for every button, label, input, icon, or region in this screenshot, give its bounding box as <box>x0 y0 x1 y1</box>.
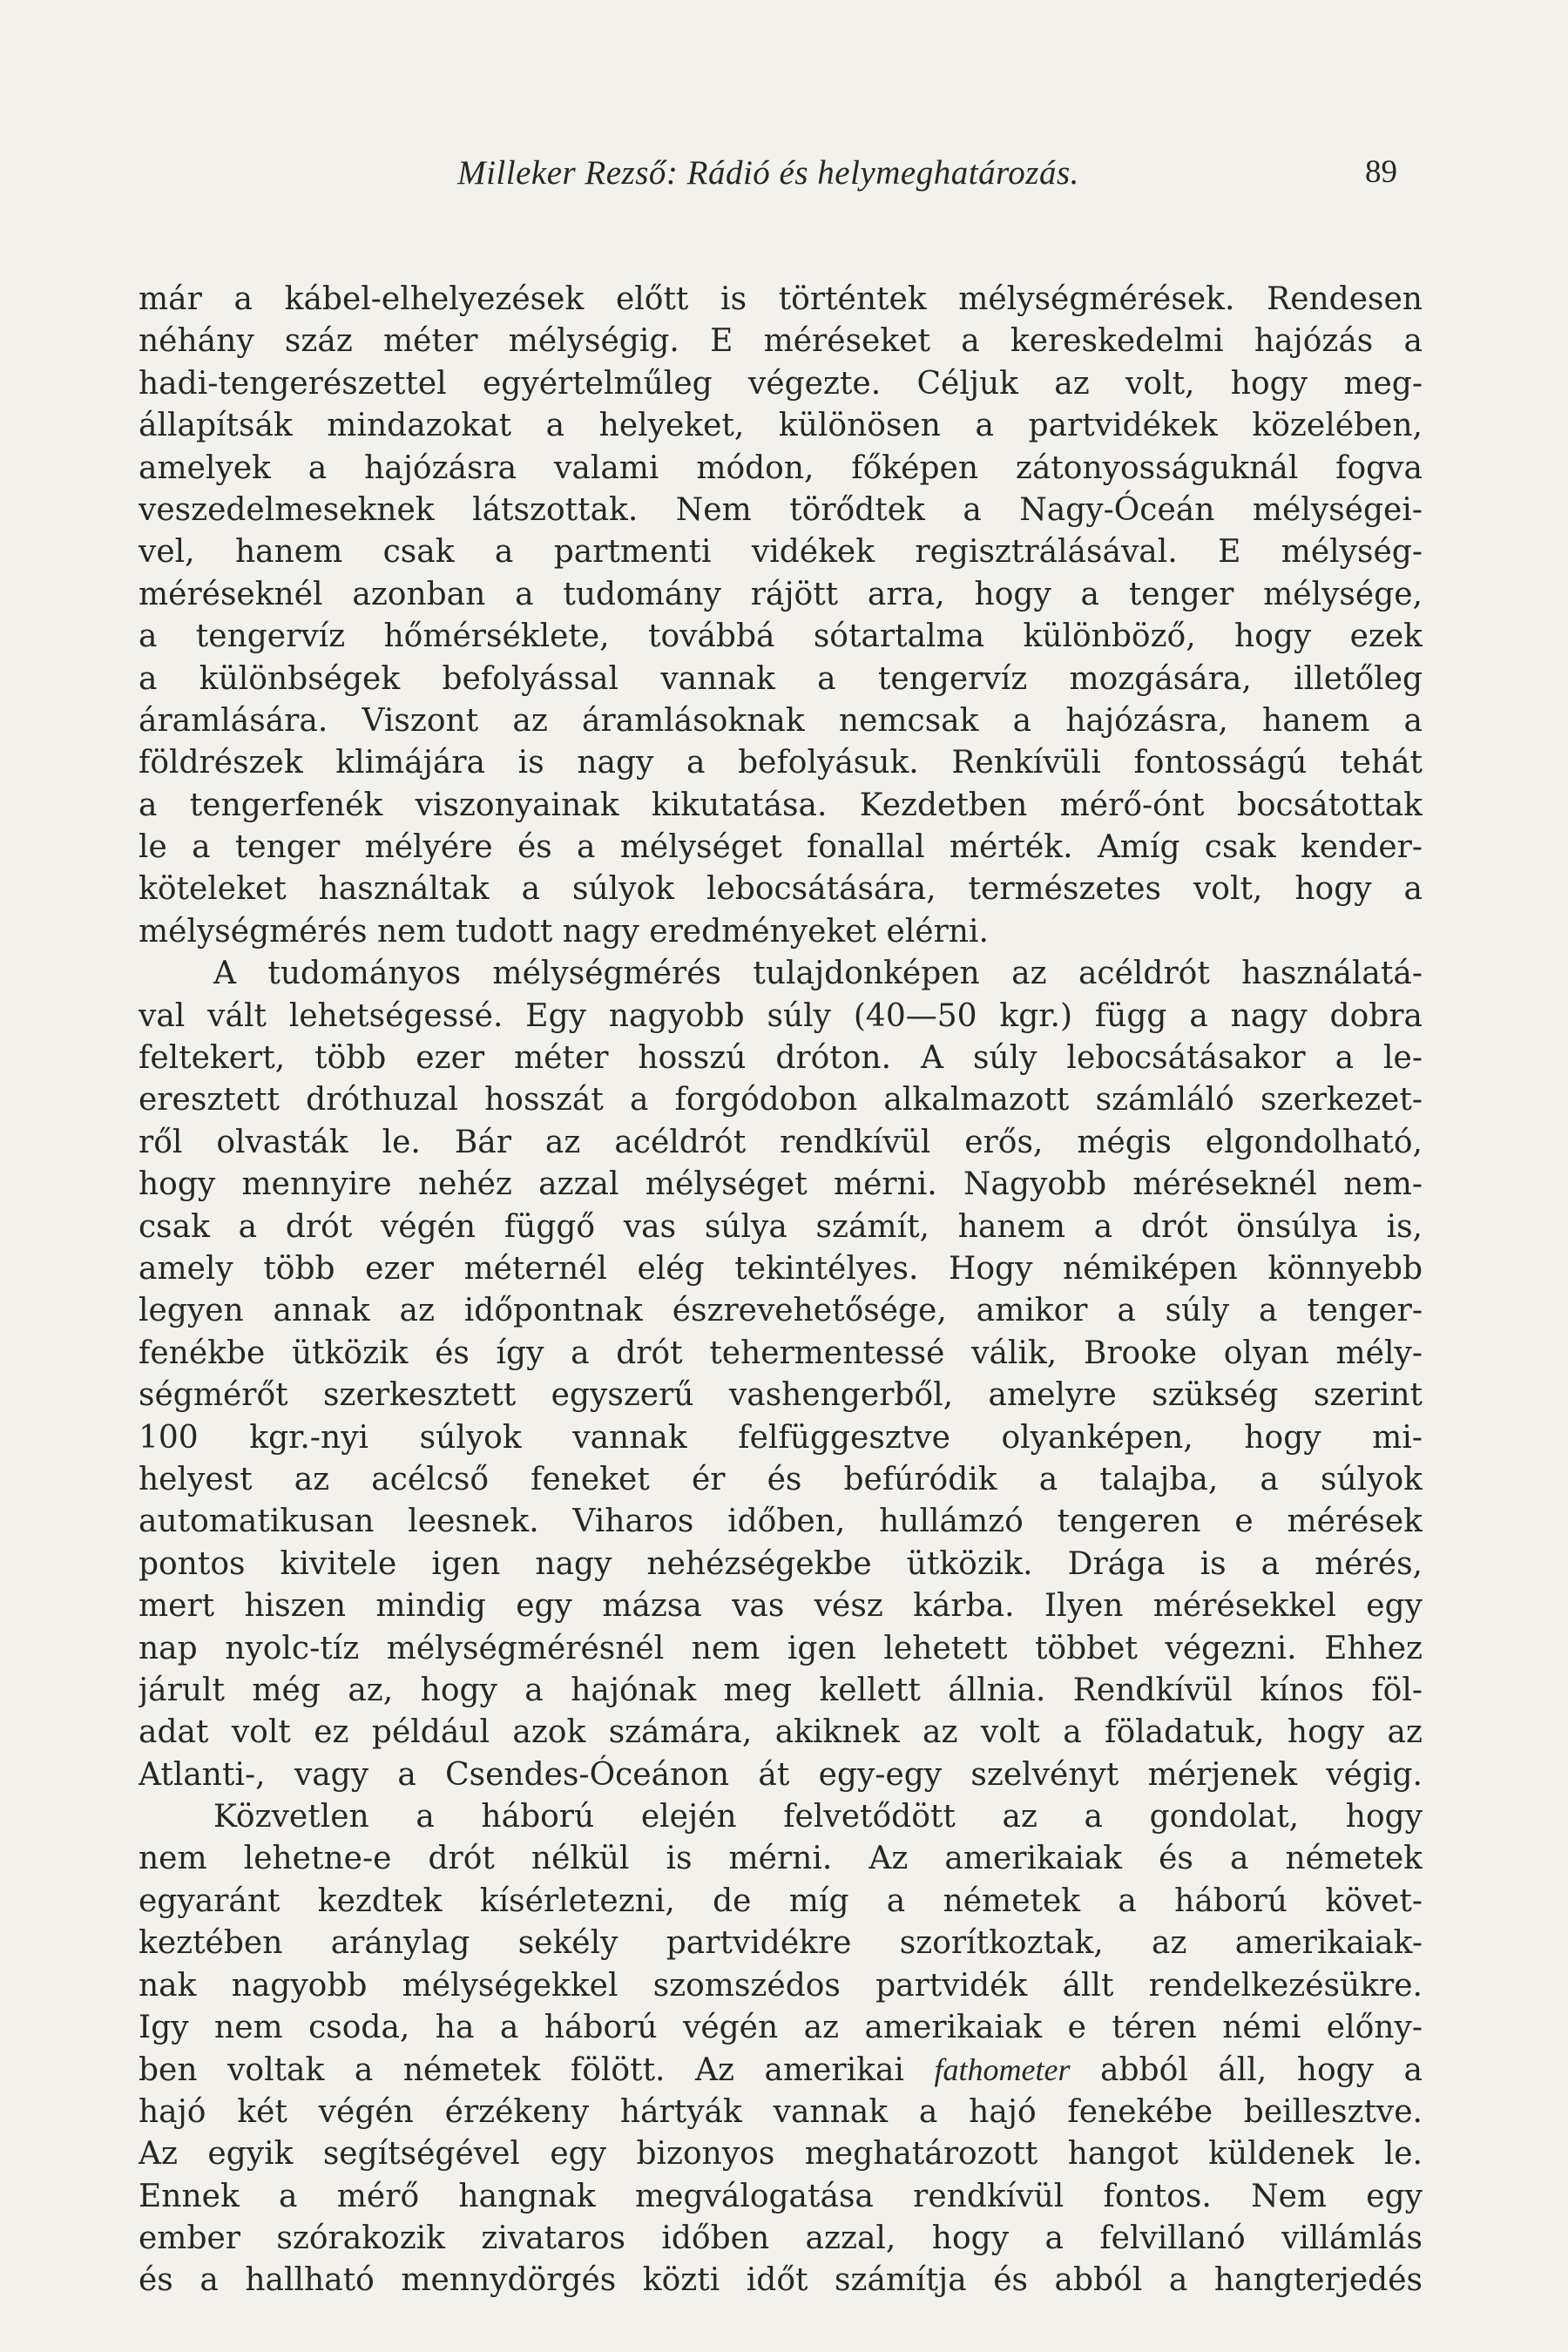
text-line: már a kábel-elhelyezések előtt is történtek mélységmérések. Rendesen <box>139 281 1423 317</box>
text-segment: abból áll, hogy a <box>1100 2052 1423 2089</box>
text-line: mert hiszen mindig egy mázsa vas vész kárba. Ilyen mérésekkel egy <box>139 1588 1423 1625</box>
text-line: feltekert, több ezer méter hosszú dróton. A súly lebocsátásakor a le- <box>139 1040 1423 1077</box>
text-line-with-italic <box>139 2049 1423 2091</box>
text-line: Ennek a mérő hangnak megválogatása rendkívül fontos. Nem egy <box>139 2178 1423 2214</box>
text-line: 100 kgr.-nyi súlyok vannak felfüggesztve olyanképen, hogy mi- <box>139 1419 1423 1456</box>
text-line: köteleket használtak a súlyok lebocsátására, természetes volt, hogy a <box>139 871 1423 908</box>
text-line: hajó két végén érzékeny hártyák vannak a hajó fenekébe beillesztve. <box>139 2093 1423 2130</box>
text-line: keztében aránylag sekély partvidékre szorítkoztak, az amerikaiak- <box>139 1925 1423 1962</box>
text-line: vel, hanem csak a partmenti vidékek regisztrálásával. E mélység- <box>139 534 1423 571</box>
text-line: nap nyolc-tíz mélységmérésnél nem igen lehetett többet végezni. Ehhez <box>139 1630 1423 1666</box>
text-line: ségmérőt szerkesztett egyszerű vashengerből, amelyre szükség szerint <box>139 1377 1423 1414</box>
text-line: néhány száz méter mélységig. E méréseket a kereskedelmi hajózás a <box>139 323 1423 360</box>
text-line: ember szórakozik zivataros időben azzal, hogy a felvillanó villámlás <box>139 2220 1423 2256</box>
text-line: járult még az, hogy a hajónak meg kellett állnia. Rendkívül kínos föl- <box>139 1672 1423 1708</box>
text-line: állapítsák mindazokat a helyeket, különösen a partvidékek közelében, <box>139 408 1423 444</box>
text-line: le a tenger mélyére és a mélységet fonallal mérték. Amíg csak kender- <box>139 829 1423 866</box>
text-line: egyaránt kezdtek kísérletezni, de míg a németek a háború követ- <box>139 1882 1423 1919</box>
text-line: pontos kivitele igen nagy nehézségekbe ütközik. Drága is a mérés, <box>139 1545 1423 1582</box>
text-line: nem lehetne-e drót nélkül is mérni. Az amerikaiak és a németek <box>139 1841 1423 1877</box>
text-line: Az egyik segítségével egy bizonyos meghatározott hangot küldenek le. <box>139 2136 1423 2173</box>
text-line: automatikusan leesnek. Viharos időben, hullámzó tengeren e mérések <box>139 1504 1423 1540</box>
text-line: helyest az acélcső feneket ér és befúródik a talajba, a súlyok <box>139 1461 1423 1497</box>
text-line: nak nagyobb mélységekkel szomszédos partvidék állt rendelkezésükre. <box>139 1967 1423 2004</box>
text-line: mélységmérés nem tudott nagy eredményeket elérni. <box>139 913 989 950</box>
text-line: a különbségek befolyással vannak a tengervíz mozgására, illetőleg <box>139 660 1423 697</box>
text-line: veszedelmeseknek látszottak. Nem törődtek a Nagy-Óceán mélységei- <box>139 491 1423 528</box>
page-number: 89 <box>1365 154 1397 190</box>
text-line: csak a drót végén függő vas súlya számít, hanem a drót önsúlya is, <box>139 1208 1423 1245</box>
text-line: val vált lehetségessé. Egy nagyobb súly (40—50 kgr.) függ a nagy dobra <box>139 997 1423 1034</box>
text-line: méréseknél azonban a tudomány rájött arra, hogy a tenger mélysége, <box>139 576 1423 612</box>
text-line: és a hallható mennydörgés közti időt számítja és abból a hangterjedés <box>139 2262 1423 2299</box>
running-head <box>139 153 1397 206</box>
text-segment: ben voltak a németek fölött. Az amerikai <box>139 2052 904 2089</box>
text-line: hadi-tengerészettel egyértelműleg végezte. Céljuk az volt, hogy meg- <box>139 365 1423 402</box>
text-line: adat volt ez például azok számára, akiknek az volt a föladatuk, hogy az <box>139 1714 1423 1751</box>
text-line: fenékbe ütközik és így a drót tehermentessé válik, Brooke olyan mély- <box>139 1335 1423 1371</box>
text-line: legyen annak az időpontnak észrevehetősége, amikor a súly a tenger- <box>139 1293 1423 1329</box>
text-line: földrészek klimájára is nagy a befolyásuk. Renkívüli fontosságú tehát <box>139 745 1423 781</box>
text-line: hogy mennyire nehéz azzal mélységet mérni. Nagyobb méréseknél nem- <box>139 1166 1423 1203</box>
running-title: Milleker Rezső: Rádió és helymeghatározás. <box>457 154 1079 192</box>
text-line: Közvetlen a háború elején felvetődött az a gondolat, hogy <box>213 1799 1423 1835</box>
text-line: amelyek a hajózásra valami módon, főképen zátonyosságuknál fogva <box>139 449 1423 486</box>
text-line: ről olvasták le. Bár az acéldrót rendkívül erős, mégis elgondolható, <box>139 1124 1423 1160</box>
text-line: Igy nem csoda, ha a háború végén az amerikaiak e téren némi előny- <box>139 2010 1423 2046</box>
text-line: eresztett dróthuzal hosszát a forgódobon alkalmazott számláló szerkezet- <box>139 1082 1423 1119</box>
text-line: a tengervíz hőmérséklete, továbbá sótartalma különböző, hogy ezek <box>139 618 1423 655</box>
text-line: a tengerfenék viszonyainak kikutatása. Kezdetben mérő-ónt bocsátottak <box>139 787 1423 823</box>
text-line: amely több ezer méternél elég tekintélyes. Hogy némiképen könnyebb <box>139 1250 1423 1287</box>
text-line: Atlanti-, vagy a Csendes-Óceánon át egy-egy szelvényt mérjenek végig. <box>139 1756 1423 1793</box>
text-line: áramlására. Viszont az áramlásoknak nemcsak a hajózásra, hanem a <box>139 702 1423 739</box>
text-line: A tudományos mélységmérés tulajdonképen az acéldrót használatá- <box>213 956 1423 992</box>
body-text <box>139 279 1423 2302</box>
italic-term: fathometer <box>934 2052 1071 2088</box>
